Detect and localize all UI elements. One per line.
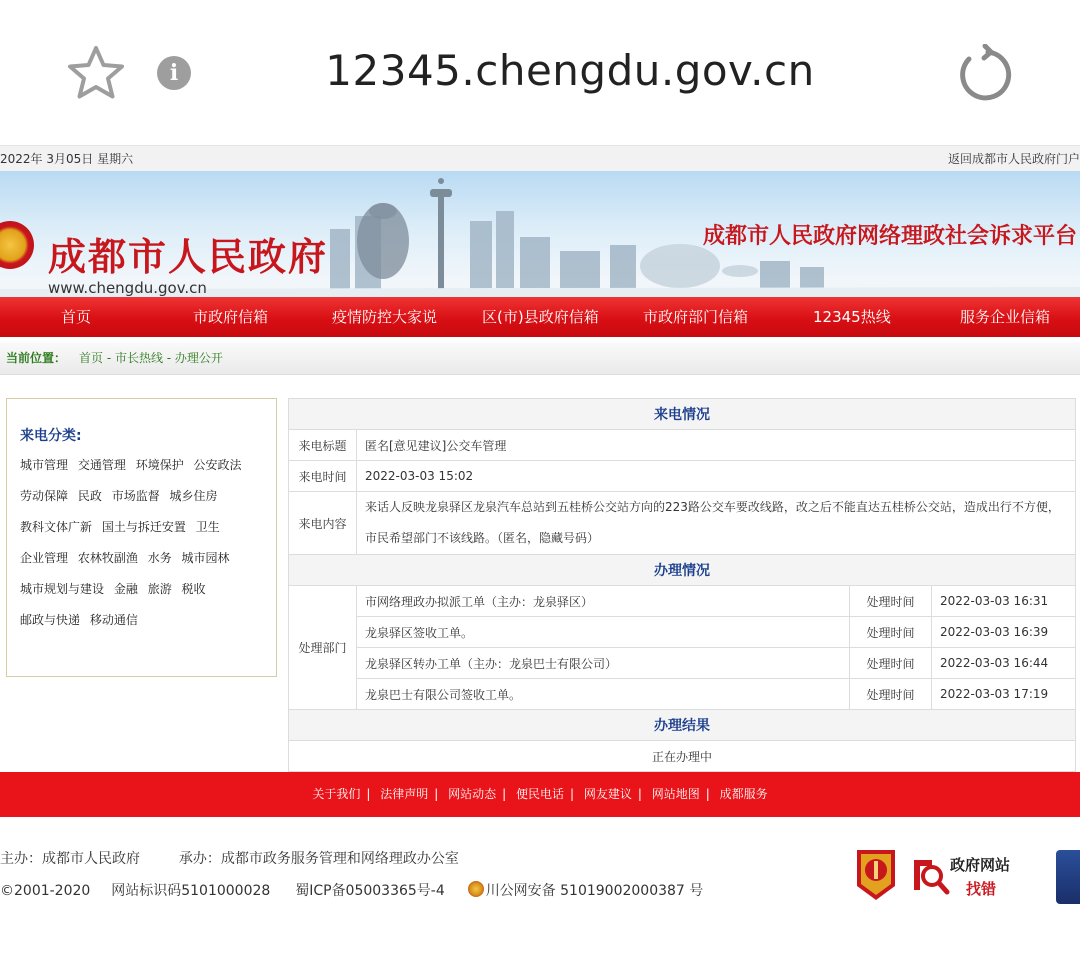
platform-title: 成都市人民政府网络理政社会诉求平台 [703,223,1078,249]
back-to-portal-link[interactable]: 返回成都市人民政府门户 [947,152,1080,166]
category-link[interactable]: 旅游 [147,582,172,596]
footer-links: 关于我们 | 法律声明 | 网站动态 | 便民电话 | 网友建议 | 网站地图 | 成都服务 [0,772,1080,817]
star-icon[interactable] [66,44,126,104]
call-category-panel [6,398,277,677]
category-link[interactable]: 卫生 [195,520,220,534]
find-error-icon[interactable] [910,852,1020,900]
category-link[interactable]: 劳动保障 [20,489,69,503]
handling-section-header: 办理情况 [289,555,1076,586]
site-banner [0,171,1080,297]
category-link[interactable]: 市场监督 [111,489,160,503]
footer-sponsor: 主办：成都市人民政府 [0,851,140,867]
handling-step-desc: 龙泉驿区转办工单（主办：龙泉巴士有限公司） [357,648,850,679]
category-title: 来电分类: [20,428,82,444]
nav-item-city-mailbox[interactable]: 市政府信箱 [193,308,269,326]
current-date: 2022年 3月05日 星期六 [0,152,134,166]
footer-link-phone[interactable]: 便民电话 [515,787,564,801]
footer-link-about[interactable]: 关于我们 [312,787,361,801]
handling-time-label: 处理时间 [850,586,932,617]
breadcrumb-path[interactable]: 首页 - 市长热线 - 办理公开 [79,351,223,365]
breadcrumb [0,342,1080,375]
handling-time-label: 处理时间 [850,648,932,679]
call-time-value: 2022-03-03 15:02 [357,461,1076,492]
handling-step-time: 2022-03-03 16:39 [932,617,1076,648]
footer-link-news[interactable]: 网站动态 [448,787,497,801]
result-section-header: 办理结果 [289,710,1076,741]
category-link[interactable]: 交通管理 [77,458,126,472]
category-link[interactable]: 农林牧副渔 [77,551,138,565]
category-row [20,457,275,488]
category-link[interactable]: 公安政法 [193,458,242,472]
footer-link-legal[interactable]: 法律声明 [380,787,429,801]
category-link[interactable]: 城乡住房 [169,489,218,503]
footer-link-chengdu-service[interactable]: 成都服务 [719,787,768,801]
category-link[interactable]: 民政 [77,489,102,503]
category-row [20,581,275,612]
find-error-subtitle: 找错 [966,880,997,898]
category-link[interactable]: 水务 [147,551,172,565]
call-content-value: 来话人反映龙泉驿区龙泉汽车总站到五桂桥公交站方向的223路公交车要改线路，改之后不能直达五桂桥公交站，造成出行不方便，市民希望部门不该线路。（匿名，隐藏号码） [357,492,1076,555]
category-link[interactable]: 移动通信 [89,613,138,627]
handling-step-desc: 龙泉驿区签收工单。 [357,617,850,648]
category-link[interactable]: 税收 [181,582,206,596]
nav-item-enterprise-mailbox[interactable]: 服务企业信箱 [960,308,1051,326]
main-navigation [0,297,1080,337]
government-name: 成都市人民政府 [48,234,329,279]
handling-step-time: 2022-03-03 16:31 [932,586,1076,617]
call-section-header: 来电情况 [289,399,1076,430]
footer-record-line [0,880,703,900]
call-title-label: 来电标题 [289,430,357,461]
category-link[interactable]: 教科文体广新 [20,520,93,534]
call-time-label: 来电时间 [289,461,357,492]
category-link[interactable]: 城市管理 [20,458,69,472]
category-link[interactable]: 环境保护 [135,458,184,472]
top-info-strip [0,145,1080,171]
info-icon[interactable]: i [157,56,191,90]
handling-step-desc: 市网络理政办拟派工单（主办：龙泉驿区） [357,586,850,617]
party-badge-icon[interactable] [853,848,899,902]
footer-icp[interactable]: 蜀ICP备05003365号-4 [295,883,445,899]
breadcrumb-label: 当前位置： [6,351,67,365]
handling-step-time: 2022-03-03 17:19 [932,679,1076,710]
call-content-label: 来电内容 [289,492,357,555]
reload-icon[interactable] [955,44,1015,104]
find-error-title: 政府网站 [950,856,1011,874]
footer-undertaker: 承办：成都市政务服务管理和网络理政办公室 [178,851,459,867]
call-detail-table [288,398,1076,772]
category-link[interactable]: 城市园林 [181,551,230,565]
category-row [20,612,275,643]
footer-link-sitemap[interactable]: 网站地图 [651,787,700,801]
result-status: 正在办理中 [289,741,1076,772]
nav-item-district-mailbox[interactable]: 区(市)县政府信箱 [482,308,599,326]
government-site-url: www.chengdu.gov.cn [48,279,207,297]
category-row [20,550,275,581]
category-link[interactable]: 城市规划与建设 [20,582,105,596]
handling-time-label: 处理时间 [850,679,932,710]
category-link[interactable]: 国土与拆迁安置 [101,520,186,534]
category-list [20,457,275,643]
footer-copyright: ©2001-2020 [0,883,91,899]
call-title-value: 匿名[意见建议]公交车管理 [357,430,1076,461]
category-link[interactable]: 邮政与快递 [20,613,81,627]
footer-sponsor-line [0,848,459,868]
category-row [20,488,275,519]
footer-police-record[interactable]: 川公网安备 51019002000387 号 [485,883,704,899]
nav-item-epidemic[interactable]: 疫情防控大家说 [332,308,438,326]
handling-dept-label: 处理部门 [289,586,357,710]
nav-item-hotline[interactable]: 12345热线 [813,308,891,326]
browser-address-bar [0,0,1080,145]
category-row [20,519,275,550]
police-badge-icon [468,881,484,897]
magnifier-icon [912,856,950,896]
footer-site-id: 网站标识码5101000028 [111,883,271,899]
url-text[interactable]: 12345.chengdu.gov.cn [325,46,815,95]
category-link[interactable]: 金融 [113,582,138,596]
nav-item-department-mailbox[interactable]: 市政府部门信箱 [643,308,749,326]
nav-item-home[interactable]: 首页 [61,308,92,326]
handling-time-label: 处理时间 [850,617,932,648]
handling-step-desc: 龙泉巴士有限公司签收工单。 [357,679,850,710]
mobile-app-icon[interactable] [1056,850,1080,904]
category-link[interactable]: 企业管理 [20,551,69,565]
handling-step-time: 2022-03-03 16:44 [932,648,1076,679]
footer-link-suggestions[interactable]: 网友建议 [583,787,632,801]
